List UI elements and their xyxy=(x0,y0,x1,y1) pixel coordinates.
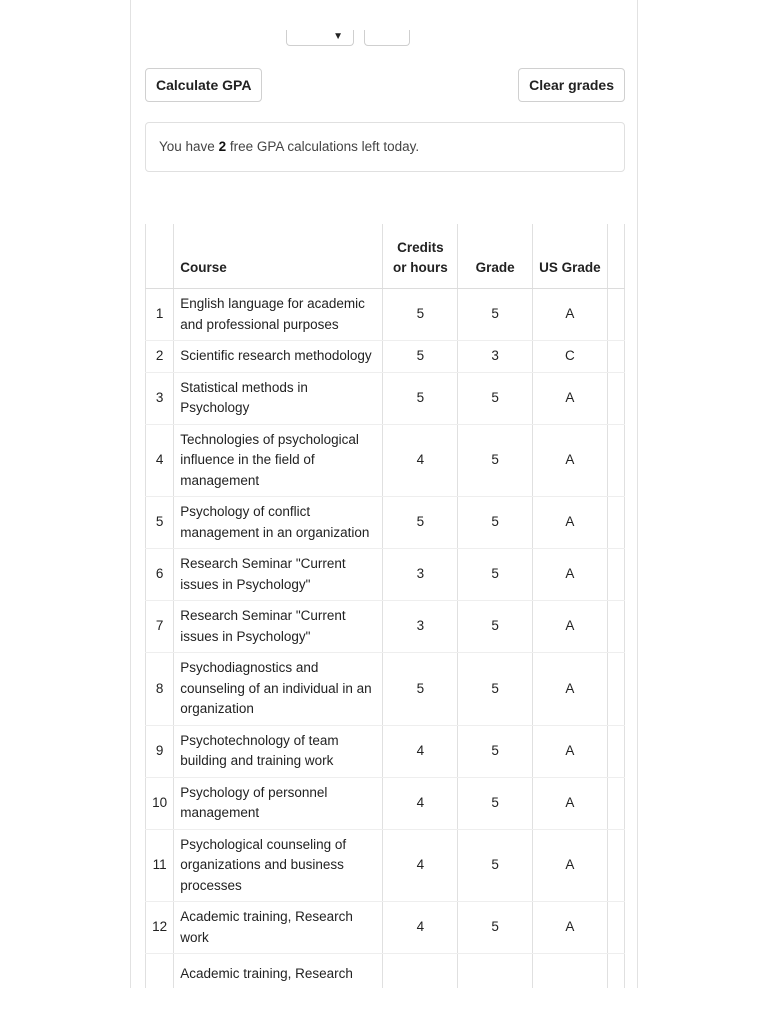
course-name-cell[interactable]: Psychology of conflict management in an organization xyxy=(174,497,383,549)
row-extra-cell xyxy=(607,829,624,902)
course-name-cell[interactable]: Technologies of psychological influence in the field of management xyxy=(174,424,383,497)
grade-cell[interactable]: 5 xyxy=(458,725,533,777)
course-name-cell[interactable]: Statistical methods in Psychology xyxy=(174,372,383,424)
header-extra xyxy=(607,224,624,289)
course-name-cell[interactable]: Psychotechnology of team building and training work xyxy=(174,725,383,777)
us-grade-cell: A xyxy=(532,829,607,902)
grade-cell[interactable]: 5 xyxy=(458,497,533,549)
table-row xyxy=(146,372,625,424)
credits-cell[interactable]: 4 xyxy=(383,777,458,829)
course-name-cell[interactable]: Scientific research methodology xyxy=(174,341,383,373)
row-number xyxy=(146,954,174,989)
table-row xyxy=(146,653,625,726)
row-extra-cell xyxy=(607,549,624,601)
row-extra-cell xyxy=(607,289,624,341)
row-extra-cell xyxy=(607,653,624,726)
credits-cell[interactable]: 4 xyxy=(383,902,458,954)
row-extra-cell xyxy=(607,497,624,549)
scale-select[interactable] xyxy=(286,30,354,46)
small-input-box[interactable] xyxy=(364,30,410,46)
table-header-row xyxy=(146,224,625,289)
row-number: 10 xyxy=(146,777,174,829)
us-grade-cell: A xyxy=(532,497,607,549)
course-name-cell[interactable]: Academic training, Research xyxy=(174,954,383,989)
us-grade-cell: A xyxy=(532,424,607,497)
us-grade-cell: A xyxy=(532,902,607,954)
table-row xyxy=(146,341,625,373)
us-grade-cell: A xyxy=(532,549,607,601)
table-row xyxy=(146,549,625,601)
table-row xyxy=(146,954,625,989)
course-name-cell[interactable]: Research Seminar "Current issues in Psychology" xyxy=(174,601,383,653)
gpa-calculator-panel xyxy=(130,0,638,988)
table-row xyxy=(146,289,625,341)
credits-cell[interactable]: 5 xyxy=(383,497,458,549)
us-grade-cell: A xyxy=(532,601,607,653)
row-number: 12 xyxy=(146,902,174,954)
grade-cell[interactable]: 5 xyxy=(458,549,533,601)
row-number: 6 xyxy=(146,549,174,601)
table-row xyxy=(146,725,625,777)
grade-cell[interactable]: 5 xyxy=(458,289,533,341)
grade-cell[interactable] xyxy=(458,954,533,989)
grade-cell[interactable]: 5 xyxy=(458,601,533,653)
credits-cell[interactable]: 5 xyxy=(383,653,458,726)
grade-cell[interactable]: 5 xyxy=(458,653,533,726)
table-row xyxy=(146,777,625,829)
credits-cell[interactable]: 4 xyxy=(383,829,458,902)
course-name-cell[interactable]: Psychological counseling of organizations and business processes xyxy=(174,829,383,902)
credits-cell[interactable]: 5 xyxy=(383,341,458,373)
header-number xyxy=(146,224,174,289)
row-number: 3 xyxy=(146,372,174,424)
course-name-cell[interactable]: Academic training, Research work xyxy=(174,902,383,954)
grade-cell[interactable]: 5 xyxy=(458,829,533,902)
row-extra-cell xyxy=(607,725,624,777)
grade-cell[interactable]: 5 xyxy=(458,372,533,424)
top-controls xyxy=(131,0,637,50)
row-extra-cell xyxy=(607,601,624,653)
us-grade-cell: A xyxy=(532,725,607,777)
header-credits xyxy=(383,224,458,289)
notice-prefix: You have xyxy=(159,139,219,154)
us-grade-cell: A xyxy=(532,372,607,424)
clear-grades-button[interactable]: Clear grades xyxy=(518,68,625,102)
credits-cell[interactable]: 4 xyxy=(383,725,458,777)
row-extra-cell xyxy=(607,777,624,829)
table-row xyxy=(146,902,625,954)
row-number: 5 xyxy=(146,497,174,549)
row-extra-cell xyxy=(607,424,624,497)
header-credits-line1: Credits xyxy=(397,240,444,255)
calculate-gpa-button[interactable]: Calculate GPA xyxy=(145,68,262,102)
credits-cell[interactable]: 5 xyxy=(383,372,458,424)
row-extra-cell xyxy=(607,954,624,989)
credits-cell[interactable]: 3 xyxy=(383,549,458,601)
credits-cell[interactable]: 4 xyxy=(383,424,458,497)
us-grade-cell: C xyxy=(532,341,607,373)
credits-cell[interactable]: 5 xyxy=(383,289,458,341)
header-grade: Grade xyxy=(458,224,533,289)
notice-suffix: free GPA calculations left today. xyxy=(226,139,420,154)
course-name-cell[interactable]: Psychology of personnel management xyxy=(174,777,383,829)
course-name-cell[interactable]: Psychodiagnostics and counseling of an individual in an organization xyxy=(174,653,383,726)
credits-cell[interactable]: 3 xyxy=(383,601,458,653)
course-name-cell[interactable]: Research Seminar "Current issues in Psychology" xyxy=(174,549,383,601)
row-extra-cell xyxy=(607,341,624,373)
table-row xyxy=(146,601,625,653)
grade-cell[interactable]: 5 xyxy=(458,424,533,497)
us-grade-cell: A xyxy=(532,653,607,726)
us-grade-cell xyxy=(532,954,607,989)
row-number: 7 xyxy=(146,601,174,653)
row-extra-cell xyxy=(607,902,624,954)
course-name-cell[interactable]: English language for academic and professional purposes xyxy=(174,289,383,341)
us-grade-cell: A xyxy=(532,289,607,341)
header-course: Course xyxy=(174,224,383,289)
table-row xyxy=(146,829,625,902)
grade-cell[interactable]: 3 xyxy=(458,341,533,373)
notice-count: 2 xyxy=(218,139,227,154)
row-number: 8 xyxy=(146,653,174,726)
row-extra-cell xyxy=(607,372,624,424)
header-us-grade: US Grade xyxy=(532,224,607,289)
row-number: 9 xyxy=(146,725,174,777)
grade-cell[interactable]: 5 xyxy=(458,902,533,954)
row-number: 4 xyxy=(146,424,174,497)
free-calculations-notice xyxy=(145,122,625,172)
header-credits-line2: or hours xyxy=(392,260,448,275)
grade-cell[interactable]: 5 xyxy=(458,777,533,829)
row-number: 11 xyxy=(146,829,174,902)
table-row xyxy=(146,424,625,497)
credits-cell[interactable] xyxy=(383,954,458,989)
table-row xyxy=(146,497,625,549)
grades-table xyxy=(145,224,625,988)
row-number: 2 xyxy=(146,341,174,373)
us-grade-cell: A xyxy=(532,777,607,829)
row-number: 1 xyxy=(146,289,174,341)
chevron-down-icon: ▼ xyxy=(333,31,343,42)
